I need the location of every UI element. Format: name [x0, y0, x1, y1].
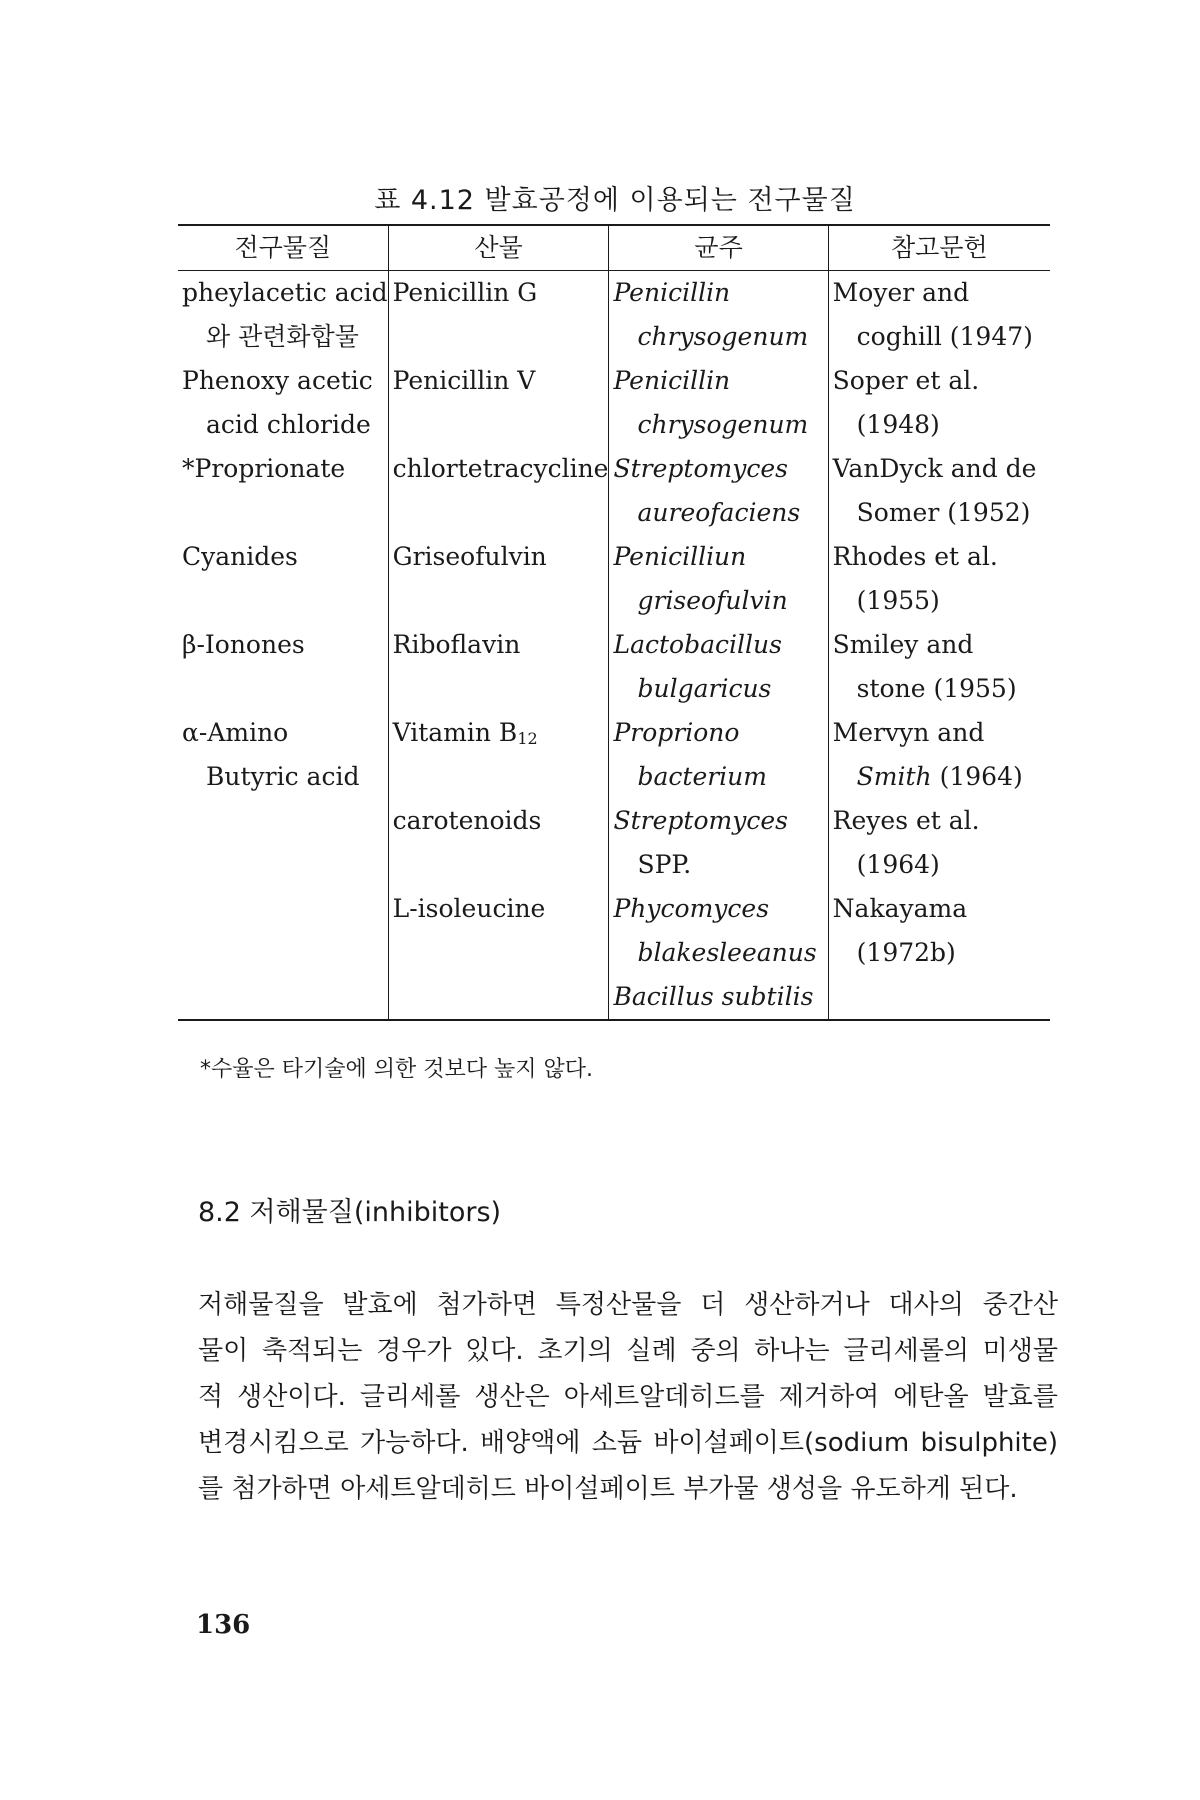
table-row [178, 447, 1050, 535]
precursor-cell: pheylacetic acid 와 관련화합물 [182, 278, 388, 351]
paragraph-line: 물이 축적되는 경우가 있다. 초기의 실례 중의 하나는 글리세롤의 미생물 [198, 1336, 1058, 1366]
table-footnote: *수율은 타기술에 의한 것보다 높지 않다. [200, 1057, 593, 1082]
strain-cell: Streptomyces aureofaciens [609, 447, 828, 535]
precursor-cell: β-Ionones [182, 630, 305, 659]
body-paragraph [198, 1282, 1058, 1512]
table-row [178, 359, 1050, 447]
header-strain: 균주 [609, 225, 828, 271]
reference-cell: Moyer and coghill (1947) [828, 271, 1050, 360]
product-cell: Griseofulvin [388, 535, 609, 623]
paragraph-line: 변경시킴으로 가능하다. 배양액에 소듐 바이설페이트(sodium bisulphite) [198, 1428, 1058, 1458]
paragraph-line: 를 첨가하면 아세트알데히드 바이설페이트 부가물 생성을 유도하게 된다. [198, 1474, 1018, 1504]
section-heading: 8.2 저해물질(inhibitors) [198, 1197, 502, 1228]
strain-cell: Penicillin chrysogenum [609, 271, 828, 360]
table-title: 표 4.12 발효공정에 이용되는 전구물질 [374, 185, 856, 216]
precursor-cell: α-Amino Butyric acid [182, 718, 360, 791]
table-header-row [178, 225, 1050, 271]
strain-cell: Streptomyces SPP. [609, 799, 828, 887]
table-row [178, 623, 1050, 711]
product-cell: Penicillin G [388, 271, 609, 360]
precursor-table [178, 224, 1050, 1021]
product-cell: L-isoleucine [388, 887, 609, 1020]
reference-cell: VanDyck and de Somer (1952) [828, 447, 1050, 535]
table-row [178, 271, 1050, 360]
reference-cell: Rhodes et al. (1955) [828, 535, 1050, 623]
table-row [178, 887, 1050, 1020]
header-product: 산물 [388, 225, 609, 271]
reference-cell: Nakayama (1972b) [828, 887, 1050, 1020]
reference-cell: Soper et al. (1948) [828, 359, 1050, 447]
precursor-cell: Cyanides [182, 542, 298, 571]
page-number: 136 [196, 1610, 251, 1640]
precursor-cell [178, 799, 388, 887]
table-row [178, 711, 1050, 799]
paragraph-line: 적 생산이다. 글리세롤 생산은 아세트알데히드를 제거하여 에탄올 발효를 [198, 1382, 1058, 1412]
paragraph-line: 저해물질을 발효에 첨가하면 특정산물을 더 생산하거나 대사의 중간산 [198, 1290, 1058, 1320]
product-cell: Penicillin V [388, 359, 609, 447]
product-cell: Riboflavin [388, 623, 609, 711]
product-cell: carotenoids [388, 799, 609, 887]
product-cell: chlortetracycline [388, 447, 609, 535]
reference-cell: Reyes et al. (1964) [828, 799, 1050, 887]
reference-cell: Smiley and stone (1955) [828, 623, 1050, 711]
strain-cell: Propriono bacterium [609, 711, 828, 799]
strain-cell: Penicillin chrysogenum [609, 359, 828, 447]
strain-cell: Penicilliun griseofulvin [609, 535, 828, 623]
table-row [178, 799, 1050, 887]
precursor-cell: *Proprionate [182, 454, 346, 483]
product-cell: Vitamin $B_{12}$ [388, 711, 609, 799]
strain-cell: Phycomyces blakesleeanus Bacillus subtilis [609, 887, 828, 1020]
header-precursor: 전구물질 [178, 225, 388, 271]
precursor-cell [178, 887, 388, 1020]
table-row [178, 535, 1050, 623]
precursor-cell: Phenoxy acetic acid chloride [182, 366, 373, 439]
header-reference: 참고문헌 [828, 225, 1050, 271]
strain-cell: Lactobacillus bulgaricus [609, 623, 828, 711]
reference-cell: Mervyn and Smith (1964) [828, 711, 1050, 799]
